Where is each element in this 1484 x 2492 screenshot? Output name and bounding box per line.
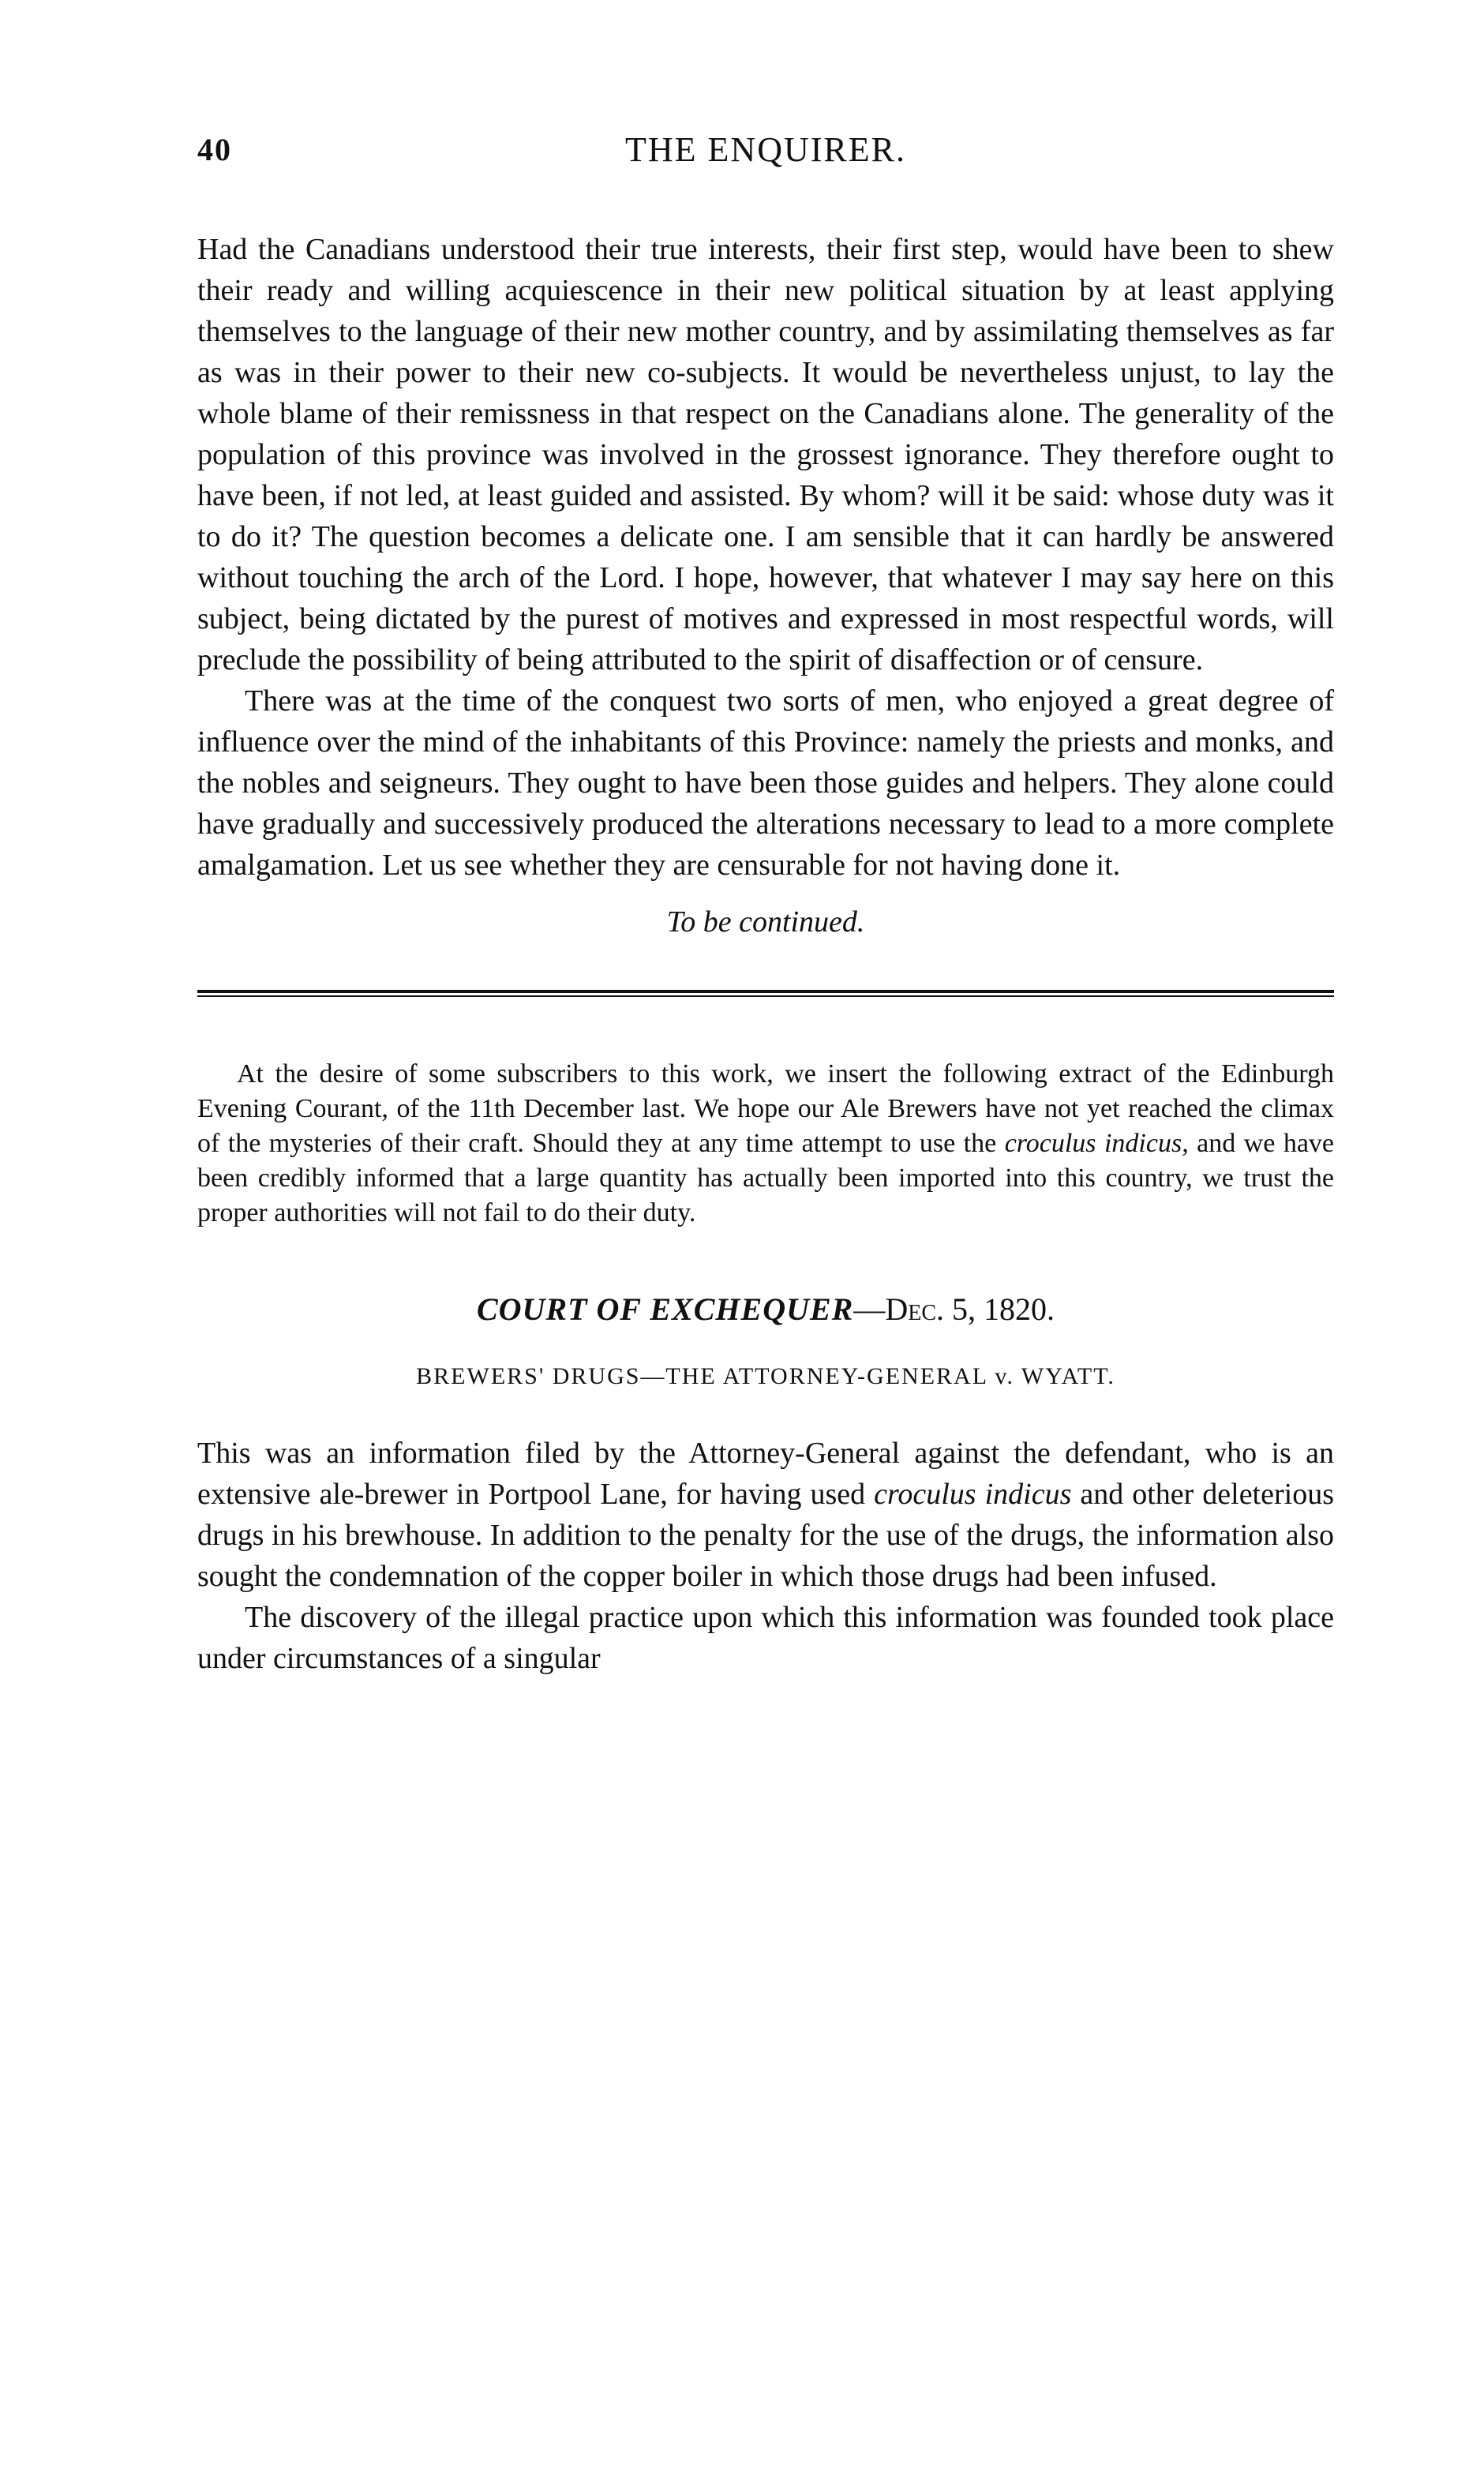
case-paragraph: The discovery of the illegal practice upon which this information was founded took place under circumstances of a singular <box>197 1601 1334 1675</box>
running-head <box>197 118 1334 182</box>
case-paragraph <box>197 1433 1334 1597</box>
article-paragraph: Had the Canadians understood their true interests, their first step, would have been to shew their ready and willing acquiescence in their new political situation by at least applying themselves to the language of their new mother country, and by assimilating themselves as far as was in their power to their new co-subjects. It would be nevertheless unjust, to lay the whole blame of their remissness in that respect on the Canadians alone. The generality of the population of this province was involved in the grossest ignorance. They therefore ought to have been, if not led, at least guided and assisted. By whom? will it be said: whose duty was it to do it? The question becomes a delicate one. I am sensible that it can hardly be answered without touching the arch of the Lord. I hope, however, that whatever I may say here on this subject, being dictated by the purest of motives and expressed in most respectful words, will preclude the possibility of being attributed to the spirit of disaffection or of censure. <box>197 233 1334 676</box>
to-be-continued: To be continued. <box>666 905 865 939</box>
case-text: This was an information filed by the Attorney-General against the defendant, who is an extensive ale-brewer in Portpool Lane, for having used <box>197 1437 1334 1511</box>
court-heading <box>197 1286 1334 1333</box>
notice-text: At the desire of some subscribers to this work, we insert the following extract of the Edinburgh Evening Courant, of the 11th December last. We hope our Ale Brewers have not yet reached the climax of the mysteries of their craft. Should they at any time attempt to use the <box>197 1059 1334 1158</box>
journal-title: THE ENQUIRER. <box>625 130 906 169</box>
notice-italic: croculus indicus, <box>1004 1129 1189 1158</box>
court-dash: — <box>853 1291 886 1327</box>
case-body <box>197 1433 1334 1679</box>
court-date: Dec. 5, 1820. <box>885 1291 1055 1327</box>
case-heading: BREWERS' DRUGS—THE ATTORNEY-GENERAL v. WYATT. <box>416 1363 1115 1389</box>
page-number: 40 <box>197 132 232 167</box>
editorial-notice <box>197 1057 1334 1231</box>
court-title: COURT OF EXCHEQUER <box>476 1291 854 1327</box>
article-paragraph: There was at the time of the conquest two sorts of men, who enjoyed a great degree of influence over the mind of the inhabitants of this Province: namely the priests and monks, and the nobles and seigneurs. They ought to have been those guides and helpers. They alone could have gradually and successively produced the alterations necessary to lead to a more complete amalgamation. Let us see whether they are censurable for not having done it. <box>197 684 1334 882</box>
case-text: and other deleterious drugs in his brewhouse. In addition to the penalty for the use of the drugs, the information also sought the condemnation of the copper boiler in which those drugs had been infused. <box>197 1478 1334 1593</box>
notice-text: and we have been credibly informed that a large quantity has actually been imported into this country, we trust the proper authorities will not fail to do their duty. <box>197 1129 1334 1227</box>
article-continuation <box>197 229 1334 942</box>
case-italic: croculus indicus <box>874 1478 1072 1511</box>
section-divider <box>197 990 1334 997</box>
page <box>197 118 1334 1679</box>
